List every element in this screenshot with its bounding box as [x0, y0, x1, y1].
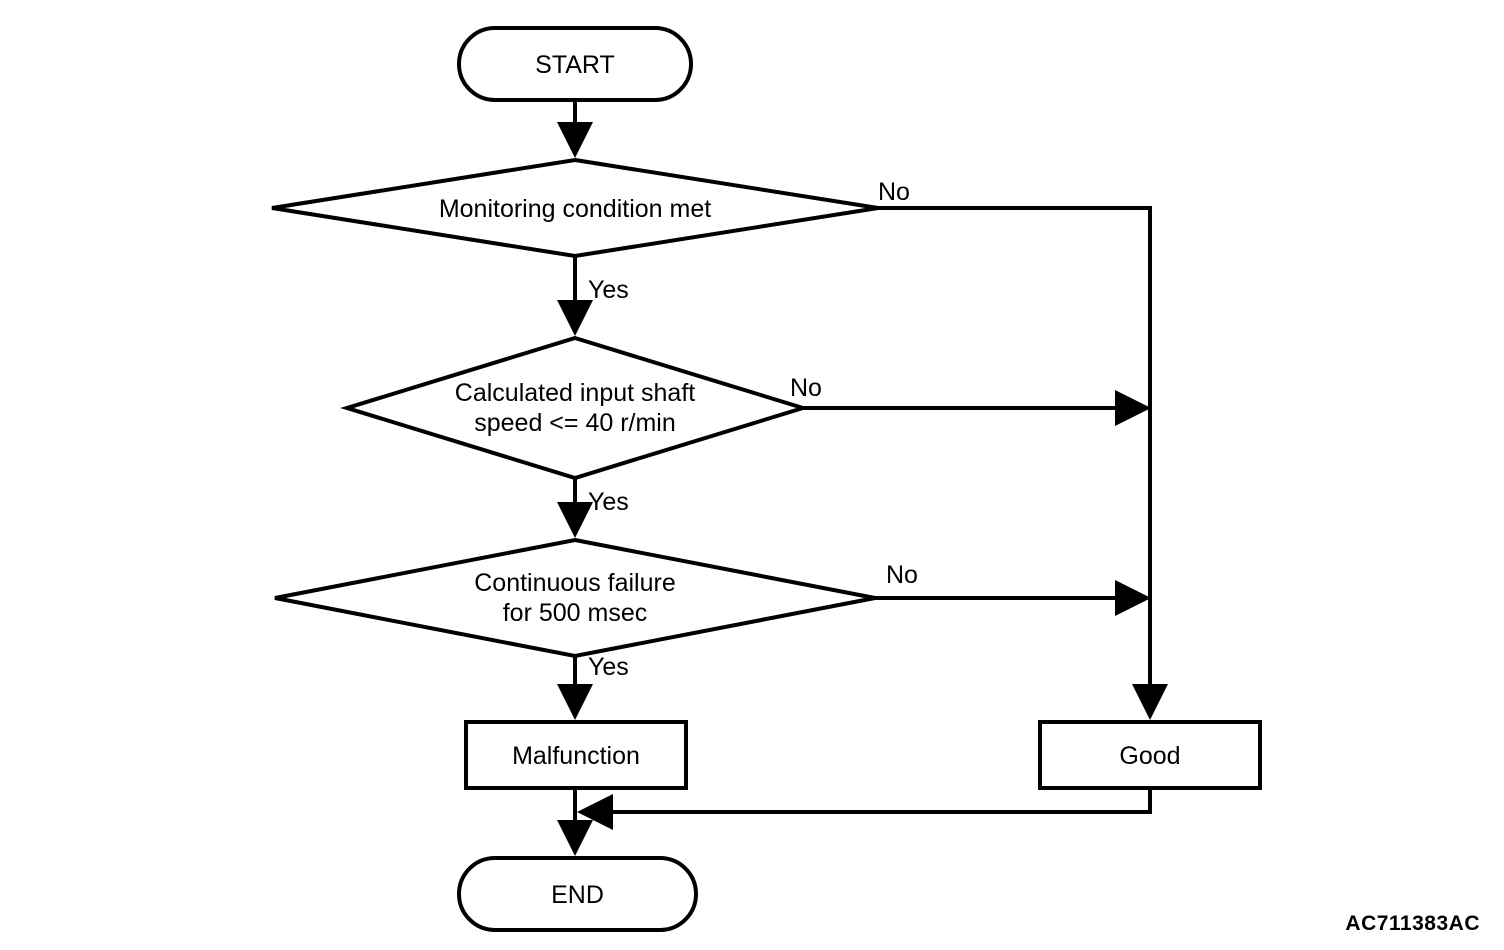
edge-cond1-no-to-good: [878, 208, 1150, 714]
node-cond3-shape: [275, 540, 875, 656]
node-start-shape: [459, 28, 691, 100]
node-good-shape: [1040, 722, 1260, 788]
edge-label-cond1-yes: Yes: [588, 276, 629, 304]
node-malfunction-label: Malfunction: [512, 742, 640, 770]
edge-label-cond2-yes: Yes: [588, 488, 629, 516]
node-end-label: END: [551, 881, 604, 909]
node-cond1-label: Monitoring condition met: [438, 195, 712, 223]
node-malfunction-shape: [466, 722, 686, 788]
edge-good-to-end: [583, 788, 1150, 812]
node-good-label: Good: [1119, 742, 1181, 770]
edge-label-cond3-yes: Yes: [588, 653, 629, 681]
node-cond2-shape: [347, 338, 803, 478]
reference-code: AC711383AC: [1345, 912, 1480, 935]
edge-label-cond2-no: No: [790, 374, 822, 402]
node-end-shape: [459, 858, 696, 930]
node-cond3-label: Continuous failure for 500 msec: [474, 569, 676, 627]
node-start-label: START: [535, 51, 615, 79]
node-cond1-shape: [272, 160, 878, 256]
edge-label-cond1-no: No: [878, 178, 910, 206]
edge-label-cond3-no: No: [886, 561, 918, 589]
node-cond2-label: Calculated input shaft speed <= 40 r/min: [454, 379, 696, 437]
